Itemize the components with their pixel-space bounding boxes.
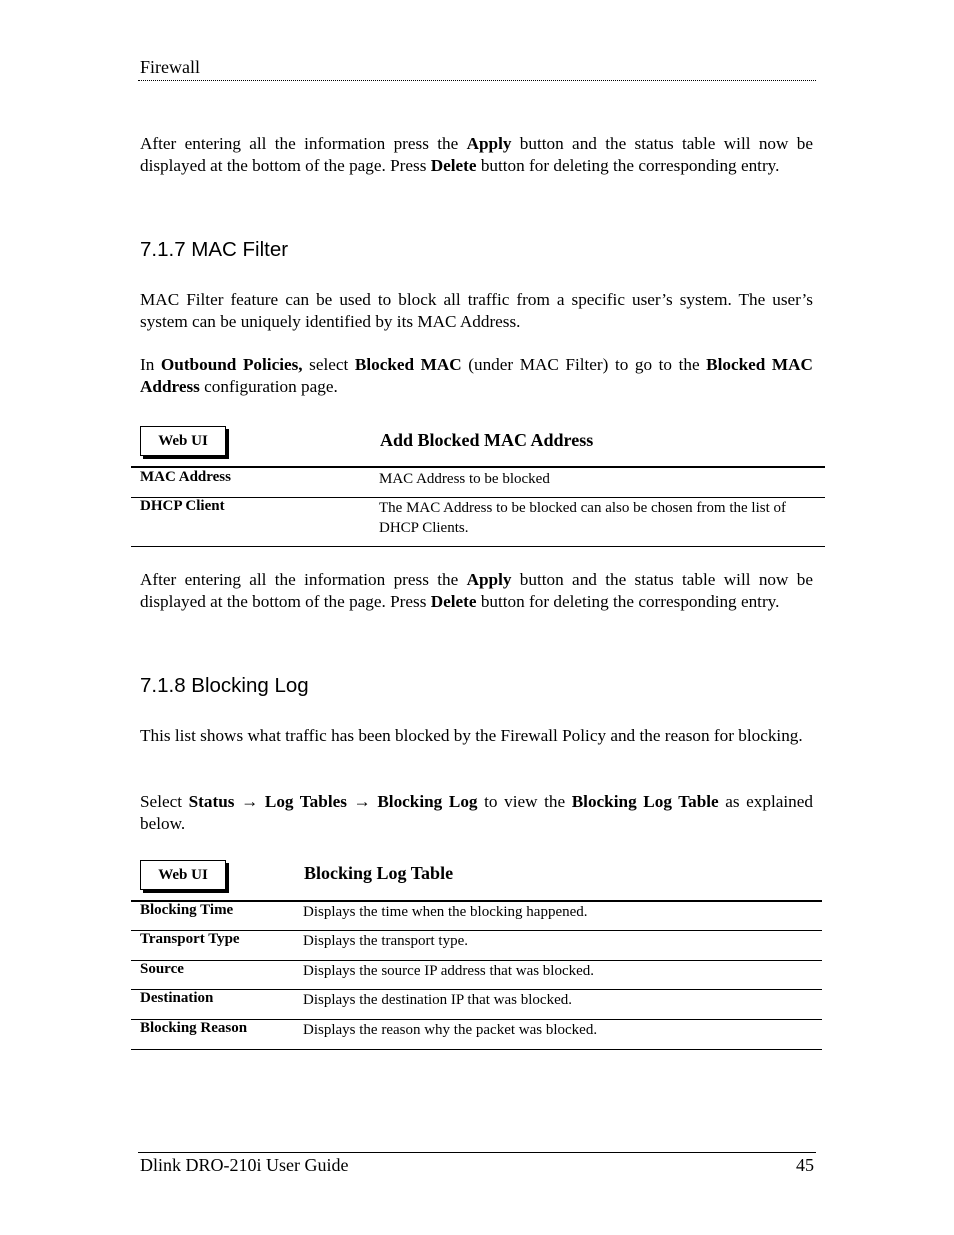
table-field-description: Displays the time when the blocking happened. [303, 904, 588, 920]
footer-divider [138, 1152, 816, 1153]
blocked-mac-address-keyword: Blocked MAC Address [140, 355, 813, 396]
text-span: After entering all the information press the [140, 134, 467, 153]
text-span: as explained below. [140, 792, 813, 833]
page-number: 45 [796, 1155, 814, 1175]
table-field-description: Displays the source IP address that was blocked. [303, 963, 595, 979]
table-field-label: Destination [140, 990, 214, 1006]
table-bottom-rule [131, 546, 825, 547]
table-title-blocking-log: Blocking Log Table [304, 863, 454, 883]
table-field-description: Displays the destination IP that was blocked. [303, 992, 572, 1008]
text-span: Select [140, 792, 189, 811]
text-span: After entering all the information press the [140, 570, 467, 589]
table-field-label: DHCP Client [140, 498, 225, 514]
table-field-description: Displays the transport type. [303, 933, 468, 949]
text-span: to view the [477, 792, 572, 811]
status-keyword: Status [188, 792, 235, 811]
table-field-label: Transport Type [140, 931, 240, 947]
web-ui-badge: Web UI [140, 426, 226, 456]
header-divider [138, 80, 816, 81]
text-span: button and the status table will now be displayed at the bottom of the page. Press [140, 570, 813, 611]
web-ui-badge: Web UI [140, 860, 226, 890]
blocked-mac-keyword: Blocked MAC [354, 355, 462, 374]
log-tables-keyword: Log Tables [264, 792, 347, 811]
delete-keyword: Delete [430, 155, 477, 175]
text-span: select [302, 355, 355, 374]
apply-keyword: Apply [466, 134, 512, 153]
apply-instruction-paragraph [140, 569, 813, 612]
text-span: In [140, 355, 161, 374]
apply-keyword: Apply [466, 570, 512, 589]
table-title-add-blocked-mac: Add Blocked MAC Address [380, 430, 594, 450]
arrow-icon: → [234, 792, 265, 811]
running-header: Firewall [140, 57, 200, 77]
table-top-rule [131, 466, 825, 468]
table-field-label: Source [140, 961, 184, 977]
arrow-icon: → [346, 792, 378, 811]
text-span: button for deleting the corresponding entry. [476, 155, 780, 175]
blocking-log-keyword: Blocking Log [377, 792, 478, 811]
text-span: button for deleting the corresponding entry. [476, 591, 780, 611]
delete-keyword: Delete [430, 591, 477, 611]
table-field-description: MAC Address to be blocked [379, 471, 550, 487]
section-heading-mac-filter: 7.1.7 MAC Filter [140, 238, 289, 261]
blocking-log-intro: This list shows what traffic has been blocked by the Firewall Policy and the reason for blocking. [140, 726, 803, 745]
table-bottom-rule [131, 1049, 822, 1050]
footer-guide-title: Dlink DRO-210i User Guide [140, 1155, 349, 1175]
mac-filter-navigation [140, 354, 813, 397]
text-span: configuration page. [199, 376, 338, 396]
section-heading-blocking-log: 7.1.8 Blocking Log [140, 674, 309, 697]
table-field-label: Blocking Time [140, 902, 234, 918]
blocking-log-navigation [140, 791, 813, 834]
apply-instruction-paragraph [140, 133, 813, 176]
table-field-description: Displays the reason why the packet was blocked. [303, 1022, 598, 1038]
mac-filter-intro: MAC Filter feature can be used to block all traffic from a specific user’s system. The user’s system can be uniquely identified by its MAC Address. [140, 290, 813, 331]
outbound-policies-keyword: Outbound Policies, [160, 355, 303, 374]
blocking-log-table-keyword: Blocking Log Table [571, 792, 719, 811]
text-span: (under MAC Filter) to go to the [461, 355, 707, 374]
table-field-description: The MAC Address to be blocked can also be chosen from the list of DHCP Clients. [379, 500, 786, 536]
table-field-label: Blocking Reason [140, 1020, 248, 1036]
table-field-label: MAC Address [140, 469, 231, 485]
text-span: button and the status table will now be displayed at the bottom of the page. Press [140, 134, 813, 175]
